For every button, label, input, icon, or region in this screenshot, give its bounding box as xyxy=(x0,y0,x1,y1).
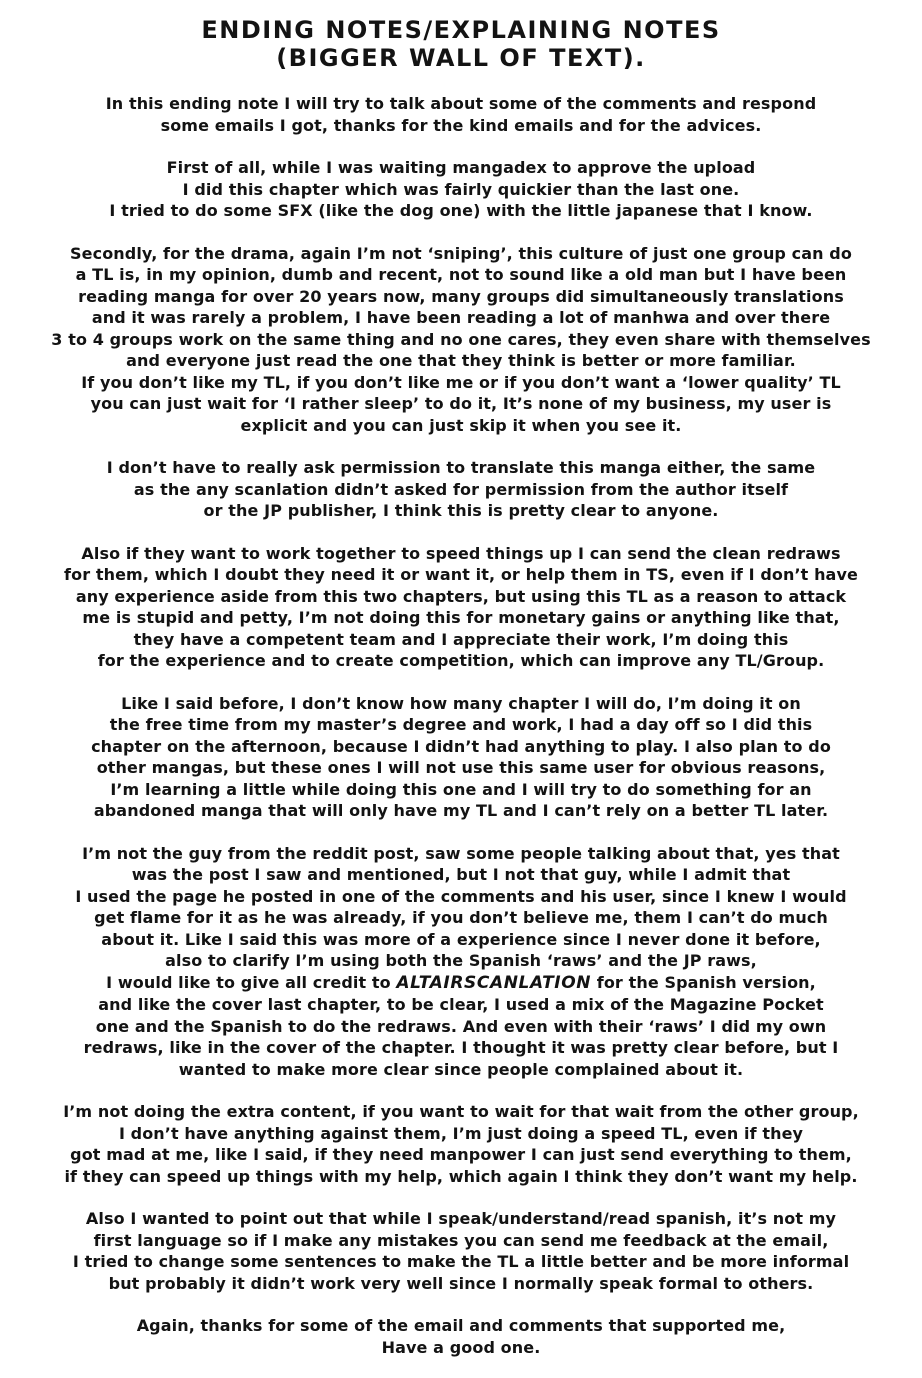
paragraph xyxy=(21,1101,901,1187)
text-line: I used the page he posted in one of the comments and his user, since I knew I would xyxy=(75,886,847,906)
text-line: first language so if I make any mistakes you can send me feedback at the email, xyxy=(93,1230,829,1250)
text-line: redraws, like in the cover of the chapter. I thought it was pretty clear before, but I xyxy=(83,1038,839,1057)
text-line: about it. Like I said this was more of a experience since I never done it before, xyxy=(101,929,821,949)
text-line: Like I said before, I don’t know how many chapter I will do, I’m doing it on xyxy=(121,693,801,713)
paragraph xyxy=(21,93,901,136)
text-line: they have a competent team and I appreciate their work, I’m doing this xyxy=(133,629,789,649)
text-line: but probably it didn’t work very well since I normally speak formal to others. xyxy=(108,1273,814,1293)
text-line: If you don’t like my TL, if you don’t like me or if you don’t want a ‘lower quality’ TL xyxy=(81,372,841,392)
text-line: I tried to do some SFX (like the dog one) with the little japanese that I know. xyxy=(109,201,813,220)
paragraph xyxy=(21,1315,901,1358)
paragraph xyxy=(21,157,901,222)
text-segment: for the Spanish version, xyxy=(591,972,816,992)
text-line: I tried to change some sentences to make the TL a little better and be more informal xyxy=(72,1252,850,1271)
text-line: I don’t have to really ask permission to translate this manga either, the same xyxy=(106,458,816,477)
text-line: for the experience and to create competition, which can improve any TL/Group. xyxy=(97,651,825,670)
paragraph xyxy=(21,693,901,822)
text-line: and it was rarely a problem, I have been reading a lot of manhwa and over there xyxy=(91,308,831,327)
paragraph xyxy=(21,243,901,437)
text-line: got mad at me, like I said, if they need manpower I can just send everything to them, xyxy=(70,1145,852,1164)
page-title-line-2: (BIGGER WALL OF TEXT). xyxy=(276,44,646,72)
text-line: explicit and you can just skip it when you see it. xyxy=(240,415,682,435)
text-line: abandoned manga that will only have my TL and I can’t rely on a better TL later. xyxy=(93,801,829,820)
text-line: Secondly, for the drama, again I’m not ‘sniping’, this culture of just one group can do xyxy=(70,243,852,263)
text-segment: I would like to give all credit to xyxy=(106,972,397,992)
text-line: I’m not the guy from the reddit post, saw some people talking about that, yes that xyxy=(82,843,840,863)
text-line: get flame for it as he was already, if you don’t believe me, them I can’t do much xyxy=(94,908,828,927)
paragraph xyxy=(21,843,901,1081)
text-line: you can just wait for ‘I rather sleep’ to do it, It’s none of my business, my user is xyxy=(90,394,832,413)
text-line: was the post I saw and mentioned, but I not that guy, while I admit that xyxy=(131,865,791,884)
page-title xyxy=(0,16,922,72)
text-line: wanted to make more clear since people complained about it. xyxy=(178,1059,744,1079)
text-line xyxy=(21,972,901,995)
text-line: and like the cover last chapter, to be clear, I used a mix of the Magazine Pocket xyxy=(98,995,824,1014)
text-line: if they can speed up things with my help, which again I think they don’t want my help. xyxy=(64,1166,858,1186)
text-line: 3 to 4 groups work on the same thing and no one cares, they even share with themselves xyxy=(51,329,871,349)
text-line: reading manga for over 20 years now, many groups did simultaneously translations xyxy=(78,286,844,306)
text-line: First of all, while I was waiting mangadex to approve the upload xyxy=(166,158,756,177)
text-line: Also if they want to work together to speed things up I can send the clean redraws xyxy=(81,543,841,563)
text-line: or the JP publisher, I think this is pretty clear to anyone. xyxy=(203,501,719,520)
text-line: some emails I got, thanks for the kind emails and for the advices. xyxy=(160,115,762,135)
notes-body xyxy=(21,93,901,1358)
text-line: Have a good one. xyxy=(381,1337,541,1357)
text-line: and everyone just read the one that they think is better or more familiar. xyxy=(126,351,796,370)
text-line: the free time from my master’s degree and work, I had a day off so I did this xyxy=(109,715,813,734)
text-line: I did this chapter which was fairly quickier than the last one. xyxy=(182,179,740,199)
text-line: one and the Spanish to do the redraws. And even with their ‘raws’ I did my own xyxy=(95,1016,827,1036)
paragraph xyxy=(21,457,901,522)
text-line: as the any scanlation didn’t asked for permission from the author itself xyxy=(133,479,789,499)
text-line: for them, which I doubt they need it or want it, or help them in TS, even if I don’t have xyxy=(64,565,858,584)
text-line: a TL is, in my opinion, dumb and recent, not to sound like a old man but I have been xyxy=(75,265,847,284)
text-line: other mangas, but these ones I will not use this same user for obvious reasons, xyxy=(96,758,826,777)
page-title-line-1: ENDING NOTES/EXPLAINING NOTES xyxy=(201,16,721,44)
text-line: chapter on the afternoon, because I didn’t had anything to play. I also plan to do xyxy=(91,736,831,756)
text-line: any experience aside from this two chapters, but using this TL as a reason to attack xyxy=(75,586,847,606)
text-line: Again, thanks for some of the email and comments that supported me, xyxy=(136,1316,786,1335)
text-line: me is stupid and petty, I’m not doing this for monetary gains or anything like that, xyxy=(82,608,840,627)
credit-group-name: ALTAIRSCANLATION xyxy=(396,972,592,993)
text-line: I’m learning a little while doing this one and I will try to do something for an xyxy=(110,779,812,799)
paragraph xyxy=(21,1208,901,1294)
paragraph xyxy=(21,543,901,672)
text-line: also to clarify I’m using both the Spanish ‘raws’ and the JP raws, xyxy=(165,951,757,970)
text-line: In this ending note I will try to talk about some of the comments and respond xyxy=(105,94,817,113)
text-line: I don’t have anything against them, I’m just doing a speed TL, even if they xyxy=(118,1123,804,1143)
text-line: Also I wanted to point out that while I speak/understand/read spanish, it’s not my xyxy=(85,1209,837,1228)
text-line: I’m not doing the extra content, if you want to wait for that wait from the other group, xyxy=(63,1102,859,1121)
